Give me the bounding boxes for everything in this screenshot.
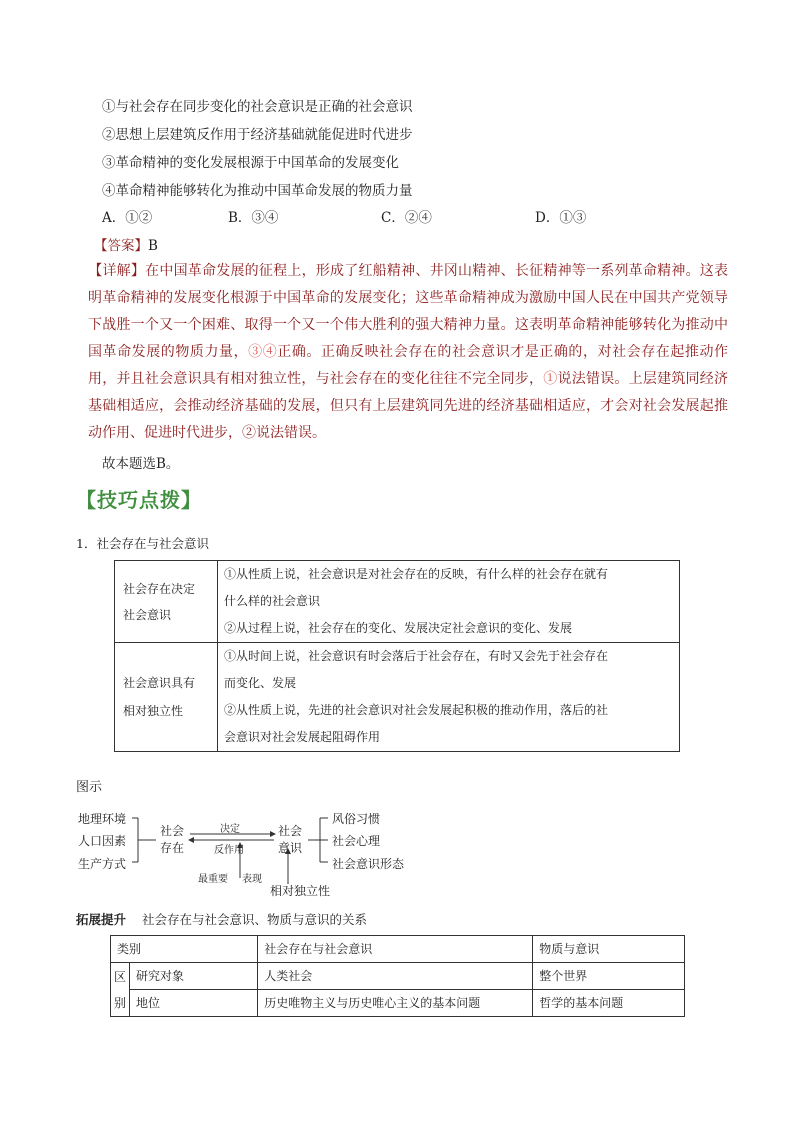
detail-c34: ③④ xyxy=(248,344,278,360)
detail-c1: ① xyxy=(543,371,558,387)
detail-part2: 正确。正确反映社会存在的社会意识才是正确的，对社会存在起推动作用，并且社会意识具有相对独立性，与社会存在的变化往往不完全同步， xyxy=(88,344,729,387)
most-important-label: 最重要 xyxy=(198,874,228,885)
table1-row2-line2: 而变化、发展 xyxy=(224,676,297,690)
table2-r1-c3: 整个世界 xyxy=(533,963,685,990)
answer-value: B xyxy=(148,238,158,254)
table2-header-category: 类别 xyxy=(111,936,258,963)
right-item-1: 风俗习惯 xyxy=(332,812,381,826)
table2-r1-c2: 人类社会 xyxy=(258,963,533,990)
table1-row1-line1: ①从性质上说，社会意识是对社会存在的反映，有什么样的社会存在就有 xyxy=(224,567,609,581)
option-4: ④革命精神能够转化为推动中国革命发展的物质力量 xyxy=(102,183,413,199)
table2-r1-c1: 研究对象 xyxy=(130,963,258,990)
table1-row2-head xyxy=(115,643,218,752)
decide-label: 决定 xyxy=(220,824,240,835)
table1-row1-line2: 什么样的社会意识 xyxy=(224,594,321,608)
choice-c: C．②④ xyxy=(381,210,432,226)
react-label: 反作用 xyxy=(214,845,244,856)
detail-part1: 在中国革命发展的征程上，形成了红船精神、井冈山精神、长征精神等一系列革命精神。这表明革命精神的发展变化根源于中国革命的发展变化；这些革命精神成为激励中国人民在中国共产党领导下战胜一个又一个困难、取得一个又一个伟大胜利的强大精神力量。这表明革命精神能够转化为推动中国革命发展的物质力量， xyxy=(88,263,729,360)
option-1: ①与社会存在同步变化的社会意识是正确的社会意识 xyxy=(102,99,413,115)
extension-heading xyxy=(76,910,367,928)
table1-row1-content xyxy=(218,561,680,643)
right-item-2: 社会心理 xyxy=(332,834,381,848)
extension-title: 社会存在与社会意识、物质与意识的关系 xyxy=(142,912,368,927)
table1-row2-head-line2: 相对独立性 xyxy=(123,704,184,718)
left-item-2: 人口因素 xyxy=(78,834,127,848)
table1-row2-line1: ①从时间上说，社会意识有时会落后于社会存在，有时又会先于社会存在 xyxy=(224,649,609,663)
existence-consciousness-table xyxy=(114,560,680,752)
existence-line1: 社会 xyxy=(160,824,185,838)
extension-label: 拓展提升 xyxy=(76,912,127,927)
left-item-1: 地理环境 xyxy=(78,812,127,826)
consciousness-line1: 社会 xyxy=(278,824,303,838)
table2-r2-c1: 地位 xyxy=(130,990,258,1017)
table1-row2-head-line1: 社会意识具有 xyxy=(123,676,196,690)
answer-line xyxy=(94,234,158,254)
table2-side-2: 别 xyxy=(114,995,127,1010)
section-title: 【技巧点拨】 xyxy=(76,488,202,512)
table1-row2-content xyxy=(218,643,680,752)
right-item-3: 社会意识形态 xyxy=(332,857,405,871)
left-item-3: 生产方式 xyxy=(78,857,127,871)
table1-row1-head-line2: 社会意识 xyxy=(123,607,172,622)
item1-title: 1．社会存在与社会意识 xyxy=(76,536,209,551)
independence-label: 相对独立性 xyxy=(270,884,331,898)
choice-b: B．③④ xyxy=(228,210,279,226)
consciousness-line2: 意识 xyxy=(278,841,303,855)
relationship-diagram xyxy=(74,808,434,898)
detail-paragraph xyxy=(88,258,728,447)
table1-row1-head-line1: 社会存在决定 xyxy=(123,581,196,596)
table1-row2-line3: ②从性质上说，先进的社会意识对社会发展起积极的推动作用，落后的社 xyxy=(224,703,609,717)
table2-side-1: 区 xyxy=(114,969,127,984)
answer-label: 【答案】 xyxy=(94,238,148,254)
table1-row1-head xyxy=(115,561,218,643)
manifest-label: 表现 xyxy=(242,874,262,885)
conclusion: 故本题选B。 xyxy=(102,456,180,472)
table2-r2-c3: 哲学的基本问题 xyxy=(533,990,685,1017)
table2-header-existence: 社会存在与社会意识 xyxy=(258,936,533,963)
detail-part3: 说法错误。上层建筑同经济基础相适应，会推动经济基础的发展，但只有上层建筑同先进的经济基础相适应，才会对社会发展起推动作用、促进时代进步，②说法错误。 xyxy=(88,371,729,441)
table1-row2-line4: 会意识对社会发展起阻碍作用 xyxy=(224,730,381,744)
choice-a: A．①② xyxy=(102,210,153,226)
choice-d: D．①③ xyxy=(535,210,587,226)
diagram-title: 图示 xyxy=(76,780,103,795)
comparison-table xyxy=(110,935,685,1017)
table1-row1-line3: ②从过程上说，社会存在的变化、发展决定社会意识的变化、发展 xyxy=(224,621,573,635)
existence-line2: 存在 xyxy=(160,841,185,855)
table2-header-matter: 物质与意识 xyxy=(533,936,685,963)
option-2: ②思想上层建筑反作用于经济基础就能促进时代进步 xyxy=(102,127,413,143)
table2-r2-c2: 历史唯物主义与历史唯心主义的基本问题 xyxy=(258,990,533,1017)
option-3: ③革命精神的变化发展根源于中国革命的发展变化 xyxy=(102,155,399,171)
detail-label: 【详解】 xyxy=(88,263,146,279)
table2-side-label xyxy=(111,963,130,1017)
